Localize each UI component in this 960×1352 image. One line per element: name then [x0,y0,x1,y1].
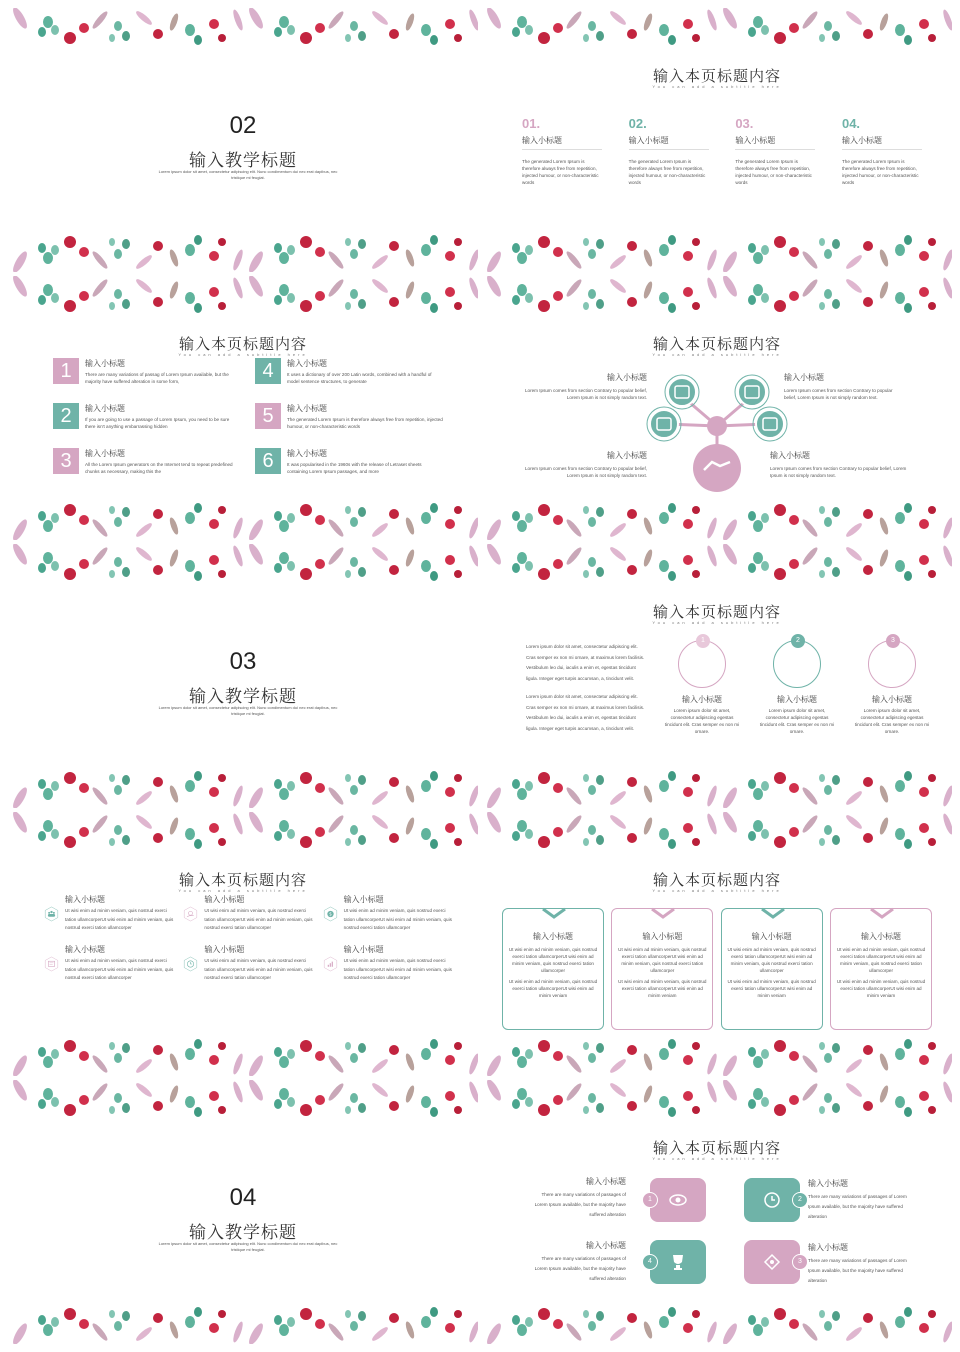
list-item [255,403,443,430]
item-number-badge: 2 [53,403,79,429]
speech-text: There are many variations of passages of Lorem Ipsum available, but the majority have suffered alteration [534,1256,626,1281]
item-text: It uses a dictionary of over 200 Latin words, combined with a handful of model sentence structures, to generate [287,372,432,384]
circle-text: Lorem ipsum dolor sit amet, consectetur adipiscing egestas tincidunt elit. Cras semper ex non mi ornare. [664,708,740,734]
list-item [255,358,443,385]
speech-number: 1 [642,1192,658,1208]
hub-text: Lorem Ipsum comes from section Contrary to popular belief, Lorem Ipsum is not simply random text. [524,466,647,478]
circle-item [757,637,837,735]
speech-heading: 输入小标题 [586,1241,626,1250]
circle-heading: 输入小标题 [682,695,722,704]
column-heading: 输入小标题 [735,135,815,150]
trophy-icon [668,1252,688,1272]
hex-item [183,894,314,934]
intro-paragraph: Lorem ipsum dolor sit amet, consectetur adipiscing elit. Cras semper ex non mi ornare, at maximus lorem facilisis. Vestibulum leo dui, iaculis a enim et, egestas tincidunt ligula. Integer eget turpis accumsan, a, tincidunt velit. [526,694,645,731]
slide-six-items [8,276,478,540]
slide-section-03 [8,544,478,808]
item-heading: 输入小标题 [287,449,327,458]
floral-bottom-decoration [8,752,478,808]
page-subtitle: You can add a subtitle here [178,888,308,893]
floral-top-decoration [8,276,478,332]
hub-heading: 输入小标题 [607,373,647,382]
hub-text: Lorem Ipsum comes from section Contrary to popular belief, Lorem Ipsum is not simply random text. [770,466,907,478]
card-text: Ut wisi enim ad minim veniam, quis nostrud exerci tation ullamcorperUt wisi enim ad minim veniam [727,979,816,998]
dollar-icon [323,894,338,934]
hub-text-bottom-left [522,450,647,479]
card-heading: 输入小标题 [860,932,901,941]
hex-heading: 输入小标题 [204,945,245,954]
hex-heading: 输入小标题 [343,945,384,954]
circle-item [852,637,932,735]
slide-four-cards [482,812,952,1076]
item-number-badge: 3 [53,448,79,474]
circle-heading: 输入小标题 [872,695,912,704]
list-item [255,448,443,475]
page-subtitle: You can add a subtitle here [652,84,782,89]
page-title: 输入本页标题内容 [178,336,307,353]
page-title: 输入本页标题内容 [652,68,781,85]
item-heading: 输入小标题 [85,404,125,413]
page-title: 输入本页标题内容 [652,604,781,621]
item-number-badge: 5 [255,403,281,429]
section-title: 输入教学标题 [189,151,297,170]
card-text: Ut wisi enim ad minim veniam, quis nostrud exerci tation ullamcorperUt wisi enim ad minim veniam, quis nostrud exerci tation ullamcorper [727,947,816,973]
circle-number: 2 [791,634,805,648]
speech-text-4 [808,1242,908,1286]
section-title: 输入教学标题 [189,1223,297,1242]
intro-text-block [526,642,648,734]
page-title: 输入本页标题内容 [178,872,307,889]
speech-heading: 输入小标题 [808,1243,848,1252]
slide-hexagon-grid [8,812,478,1076]
hex-heading: 输入小标题 [65,895,106,904]
diamond-icon [762,1252,782,1272]
speech-text: There are many variations of passages of Lorem Ipsum available, but the majority have suffered alteration [808,1194,907,1219]
item-number-badge: 4 [255,358,281,384]
floral-top-decoration [482,8,952,64]
speech-block [650,1178,706,1222]
clock-icon [183,944,198,984]
info-card [502,908,604,1030]
circle-item [662,637,742,735]
hub-text-top-left [522,372,647,401]
info-card [830,908,932,1030]
hex-text: Ut wisi enim ad minim veniam, quis nostrud exerci tation ullamcorperUt wisi enim ad minim veniam, quis nostrud exerci tation ullamcorper [204,908,313,930]
item-heading: 输入小标题 [85,449,125,458]
hex-item [183,944,314,984]
card-heading: 输入小标题 [642,932,683,941]
floral-bottom-decoration [8,1288,478,1344]
column-heading: 输入小标题 [522,135,602,150]
floral-top-decoration [8,812,478,868]
floral-top-decoration [482,812,952,868]
floral-bottom-decoration [482,216,952,272]
floral-bottom-decoration [482,752,952,808]
hub-text-top-right [784,372,894,401]
hub-text: Lorem Ipsum comes from section Contrary to popular belief, Lorem Ipsum is not simply random text. [524,388,647,400]
section-number: 02 [229,112,257,139]
card-text: Ut wisi enim ad minim veniam, quis nostrud exerci tation ullamcorperUt wisi enim ad minim veniam, quis nostrud exerci tation ullamcorper [618,947,707,973]
item-text: There are many variations of passag of Lorem Ipsum available, but the majority have suffered alteration in some form, [85,372,229,384]
card-heading: 输入小标题 [533,932,573,941]
slide-four-columns [482,8,952,272]
floral-top-decoration [482,276,952,332]
circle-heading: 输入小标题 [777,695,817,704]
speech-number: 4 [642,1254,658,1270]
card-text: Ut wisi enim ad minim veniam, quis nostrud exerci tation ullamcorperUt wisi enim ad minim veniam [508,979,598,998]
slide-circles [482,544,952,808]
column-item [842,116,922,186]
slide-hub-diagram [482,276,952,540]
speech-text-1 [534,1176,626,1220]
hex-text: Ut wisi enim ad minim veniam, quis nostrud exerci tation ullamcorperUt wisi enim ad minim veniam, quis nostrud exerci tation ullamcorper [65,908,174,930]
people-icon [44,894,59,934]
card-text: Ut wisi enim ad minim veniam, quis nostrud exerci tation ullamcorperUt wisi enim ad minim veniam [836,979,926,998]
column-heading: 输入小标题 [629,135,709,150]
info-card [611,908,713,1030]
column-number: 02. [628,116,647,131]
speech-number: 3 [792,1254,808,1270]
page-subtitle: You can add a subtitle here [652,1156,782,1161]
hub-text-bottom-right [770,450,920,479]
column-number: 04. [841,116,861,131]
hub-heading: 输入小标题 [770,451,810,460]
column-number: 03. [735,116,754,131]
floral-top-decoration [482,544,952,600]
section-description: Lorem ipsum dolor sit amet, consectetur adipiscing elit. Nunc condimentum dui nec erat dapibus, nec tristique mi feugiat. [158,169,338,180]
column-item [522,116,602,186]
card-text: Ut wisi enim ad minim veniam, quis nostrud exerci tation ullamcorperUt wisi enim ad minim veniam, quis nostrud exerci tation ullamcorper [508,947,598,973]
page-title: 输入本页标题内容 [652,872,781,889]
page-title: 输入本页标题内容 [652,336,781,353]
hex-item [44,944,175,984]
hex-heading: 输入小标题 [343,895,384,904]
hex-text: Ut wisi enim ad minim veniam, quis nostrud exerci tation ullamcorperUt wisi enim ad minim veniam, quis nostrud exerci tation ullamcorper [343,958,452,980]
floral-bottom-decoration [482,1020,952,1076]
speech-block [744,1178,800,1222]
slide-speech-blocks [482,1080,952,1344]
section-number: 03 [229,648,257,675]
page-title: 输入本页标题内容 [652,1140,781,1157]
speech-number: 2 [792,1192,808,1208]
column-text: The generated Lorem Ipsum is therefore always free from repetition, injected humour, or non-characteristic words [628,159,706,185]
item-heading: 输入小标题 [85,359,125,368]
floral-bottom-decoration [8,216,478,272]
speech-text-3 [534,1240,626,1284]
item-heading: 输入小标题 [287,359,327,368]
certificate-icon [44,944,59,984]
speech-text-2 [808,1178,908,1222]
item-text: The generated Lorem Ipsum is therefore always free from repetition, injected humour, or non-characteristic words [287,417,443,429]
circle-number: 1 [696,634,710,648]
page-subtitle: You can add a subtitle here [652,352,782,357]
speech-block [650,1240,706,1284]
column-text: The generated Lorem Ipsum is therefore always free from repetition, injected humour, or non-characteristic words [735,159,812,185]
circle-text: Lorem ipsum dolor sit amet, consectetur adipiscing egestas tincidunt elit. Cras semper ex non mi ornare. [854,708,930,734]
eye-icon [668,1190,688,1210]
column-item [629,116,709,186]
floral-top-decoration [482,1080,952,1136]
item-text: It was popularised in the 1960s with the release of Letraset sheets containing Lorem Ipsum passages, and more [287,462,422,474]
hex-heading: 输入小标题 [65,945,106,954]
floral-bottom-decoration [482,1288,952,1344]
svg-text:$: $ [328,912,332,918]
hex-text: Ut wisi enim ad minim veniam, quis nostrud exerci tation ullamcorperUt wisi enim ad minim veniam, quis nostrud exerci tation ullamcorper [65,958,174,980]
column-text: The generated Lorem Ipsum is therefore always free from repetition, injected humour, or non-characteristic words [522,159,599,185]
section-description: Lorem ipsum dolor sit amet, consectetur adipiscing elit. Nunc condimentum dui nec erat dapibus, nec tristique mi feugiat. [158,1241,338,1252]
list-item [53,448,241,475]
speech-heading: 输入小标题 [586,1177,626,1186]
circle-outline [868,637,916,688]
speech-block [744,1240,800,1284]
circle-number: 3 [886,634,900,648]
column-text: The generated Lorem Ipsum is therefore always free from repetition, injected humour, or non-characteristic words [841,159,919,185]
floral-bottom-decoration [8,484,478,540]
item-text: All the Lorem Ipsum generators on the Internet tend to repeat predefined chunks as necessary, making this the [85,462,233,474]
intro-paragraph: Lorem ipsum dolor sit amet, consectetur adipiscing elit. Cras semper ex non mi ornare, at maximus lorem facilisis. Vestibulum leo dui, iaculis a enim et, egestas tincidunt ligula. Integer eget turpis accumsan, a, tincidunt velit. [526,644,645,681]
list-item [53,403,241,430]
section-number: 04 [229,1184,257,1211]
hex-item [323,944,454,984]
hex-text: Ut wisi enim ad minim veniam, quis nostrud exerci tation ullamcorperUt wisi enim ad minim veniam, quis nostrud exerci tation ullamcorper [204,958,313,980]
section-title: 输入教学标题 [189,687,297,706]
floral-bottom-decoration [482,484,952,540]
circle-outline [773,637,821,688]
list-item [53,358,241,385]
hand-coin-icon [183,894,198,934]
card-text: Ut wisi enim ad minim veniam, quis nostrud exerci tation ullamcorperUt wisi enim ad minim veniam [618,979,707,998]
chevron-down-icon [650,907,676,919]
speech-text: There are many variations of passages of Lorem Ipsum available, but the majority have suffered alteration [534,1192,626,1217]
slide-section-04 [8,1080,478,1344]
floral-top-decoration [8,1080,478,1136]
column-heading: 输入小标题 [842,135,922,150]
speech-text: There are many variations of passages of Lorem Ipsum available, but the majority have suffered alteration [808,1258,907,1283]
page-subtitle: You can add a subtitle here [178,352,308,357]
speech-heading: 输入小标题 [808,1179,848,1188]
clock-icon [762,1190,782,1210]
chevron-down-icon [760,907,786,919]
page-subtitle: You can add a subtitle here [652,620,782,625]
item-number-badge: 1 [53,358,79,384]
hex-heading: 输入小标题 [204,895,245,904]
hex-text: Ut wisi enim ad minim veniam, quis nostrud exerci tation ullamcorperUt wisi enim ad minim veniam, quis nostrud exerci tation ullamcorper [343,908,452,930]
item-text: If you are going to use a passage of Lorem Ipsum, you need to be sure there isn't anything embarrassing hidden [85,417,230,429]
circle-outline [678,637,726,688]
section-description: Lorem ipsum dolor sit amet, consectetur adipiscing elit. Nunc condimentum dui nec erat dapibus, nec tristique mi feugiat. [158,705,338,716]
hub-heading: 输入小标题 [607,451,647,460]
card-text: Ut wisi enim ad minim veniam, quis nostrud exerci tation ullamcorperUt wisi enim ad minim veniam, quis nostrud exerci tation ullamcorper [836,947,926,973]
hex-item [323,894,454,934]
circle-text: Lorem ipsum dolor sit amet, consectetur adipiscing egestas tincidunt elit. Cras semper ex non mi ornare. [759,708,835,734]
slide-section-02 [8,8,478,272]
info-card [721,908,823,1030]
chevron-down-icon [869,907,895,919]
floral-top-decoration [8,544,478,600]
item-heading: 输入小标题 [287,404,327,413]
bar-chart-icon [323,944,338,984]
item-number-badge: 6 [255,448,281,474]
hub-heading: 输入小标题 [784,373,824,382]
floral-top-decoration [8,8,478,64]
page-subtitle: You can add a subtitle here [652,888,782,893]
column-number: 01. [522,116,541,131]
hub-text: Lorem Ipsum comes from section Contrary to popular belief, Lorem Ipsum is not simply random text. [784,388,893,400]
chevron-down-icon [541,907,567,919]
card-heading: 输入小标题 [751,932,792,941]
floral-bottom-decoration [8,1020,478,1076]
hex-item [44,894,175,934]
column-item [735,116,815,186]
